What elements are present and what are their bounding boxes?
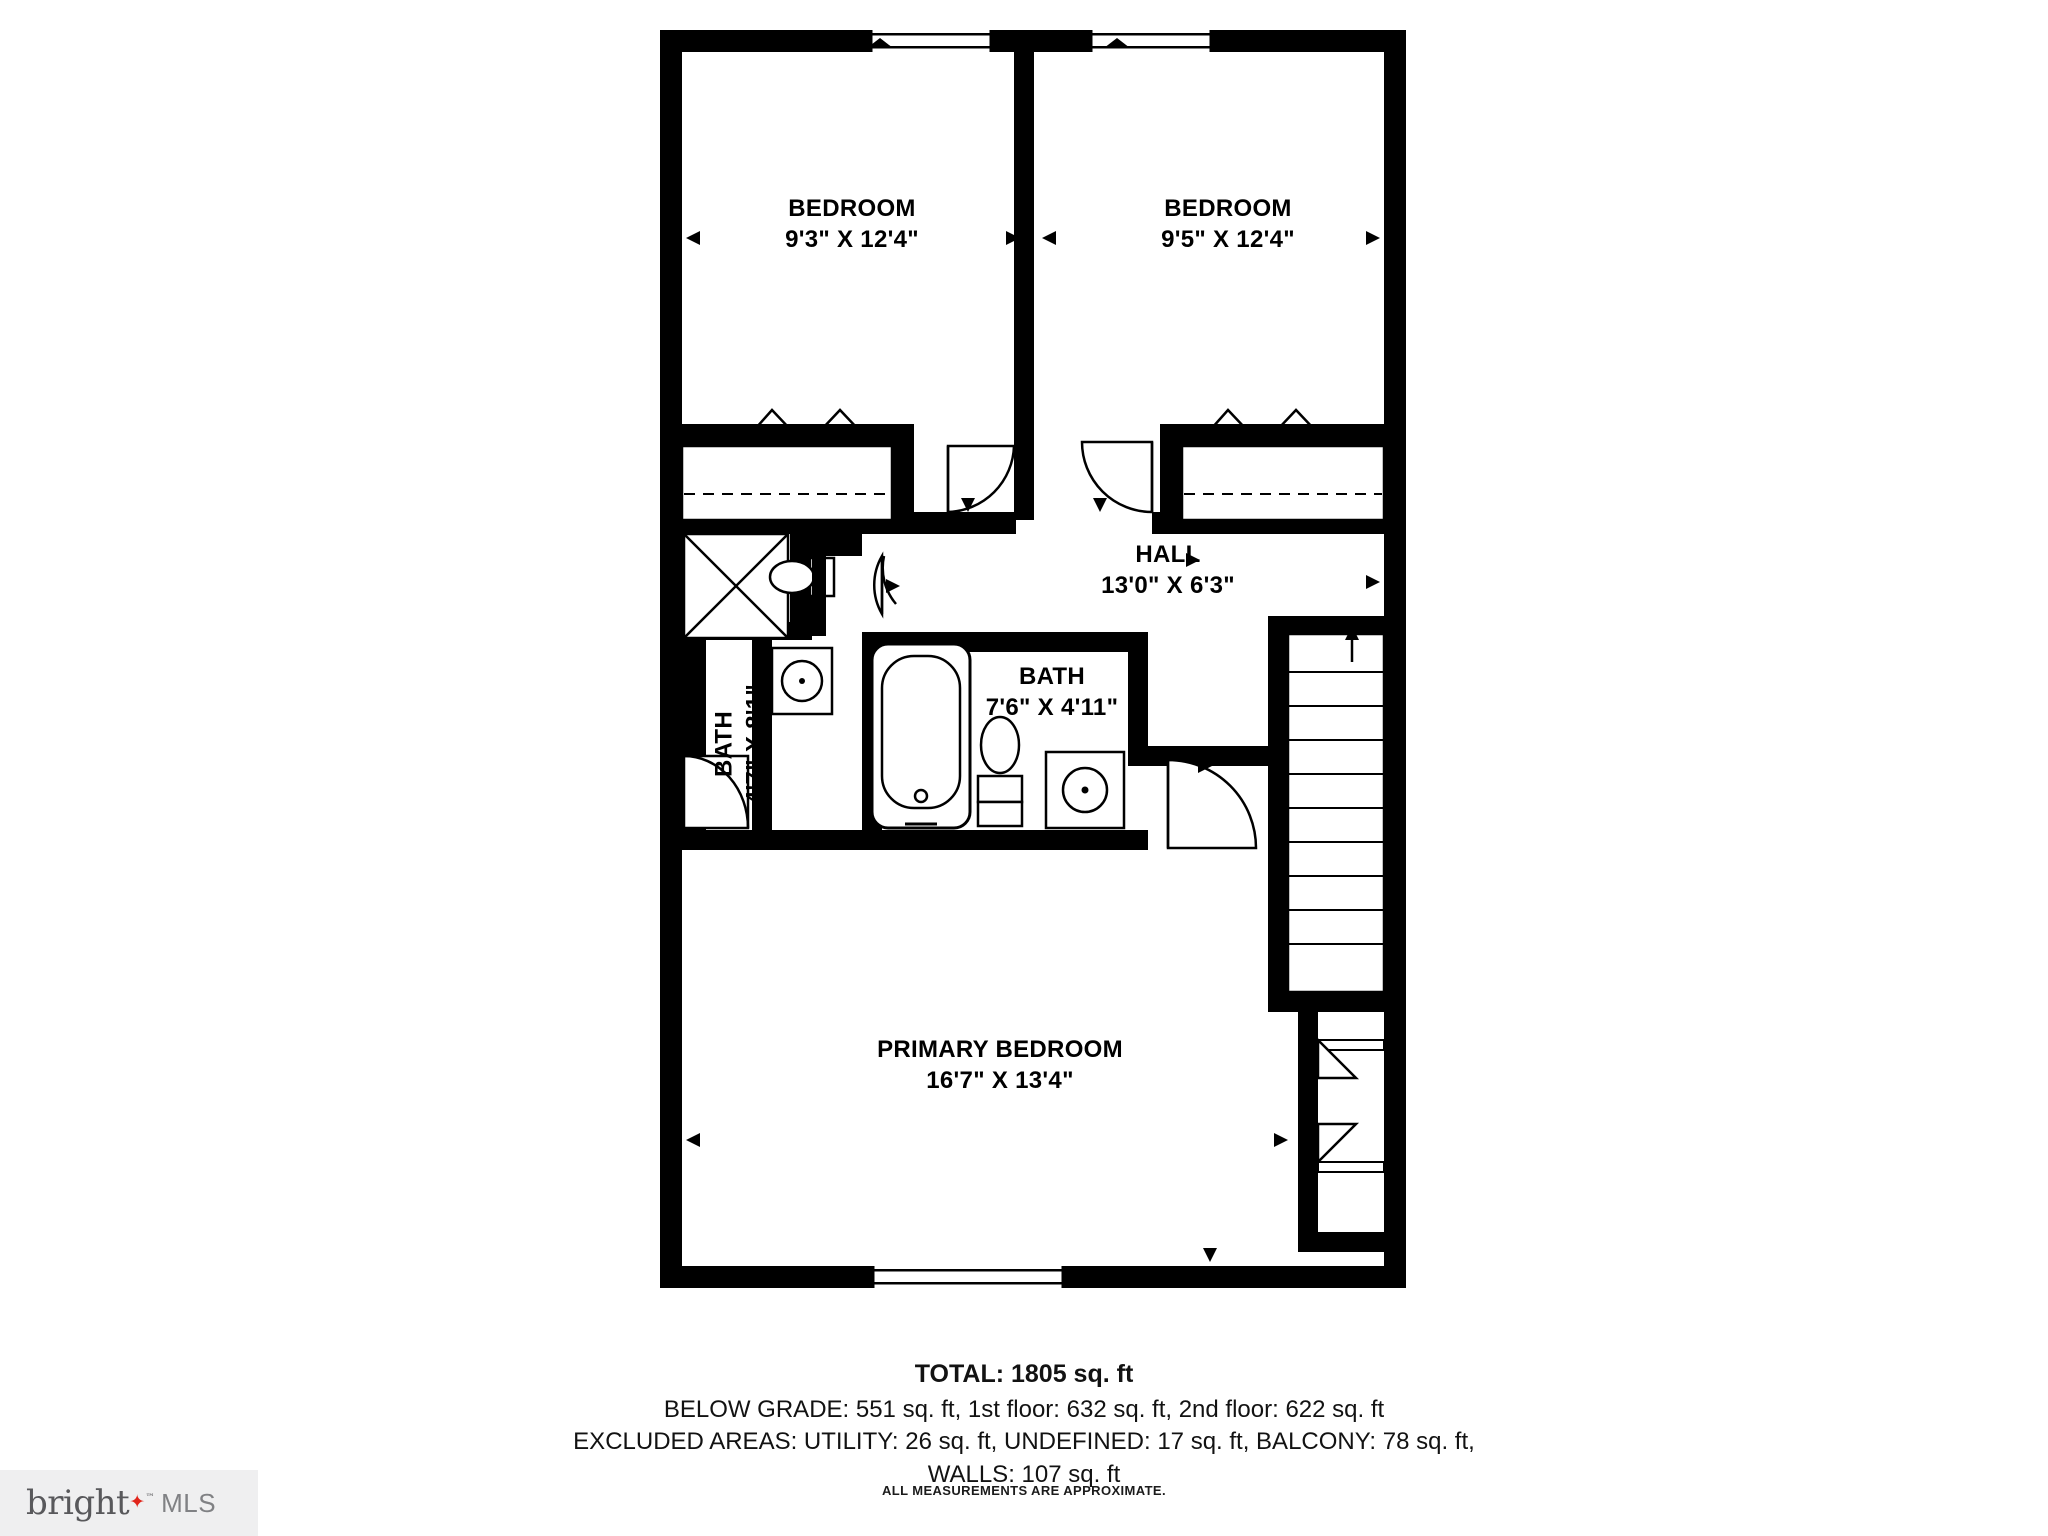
room-dims: 9'5" X 12'4" — [1161, 225, 1295, 253]
staircase — [1288, 626, 1384, 992]
closet-hall — [812, 534, 862, 636]
total-area: TOTAL: 1805 sq. ft — [914, 1360, 1134, 1388]
logo-suffix: MLS — [161, 1487, 217, 1518]
room-dims: 4'7" X 8'1" — [741, 683, 768, 805]
window-primary-bedroom-bottom — [872, 1266, 1064, 1288]
door-bath-main — [1168, 760, 1256, 848]
window-bedroom-left-top — [870, 30, 992, 52]
window-bedroom-right-top — [1090, 30, 1212, 52]
room-dims: 16'7" X 13'4" — [926, 1066, 1074, 1094]
area-breakdown-line-1: BELOW GRADE: 551 sq. ft, 1st floor: 632 sq. ft, 2nd floor: 622 sq. ft — [663, 1396, 1385, 1423]
room-name: BATH — [710, 710, 738, 778]
logo-text: bright — [26, 1483, 130, 1523]
room-name: BEDROOM — [788, 195, 916, 222]
room-dims: 9'3" X 12'4" — [785, 225, 919, 253]
room-name: PRIMARY BEDROOM — [877, 1036, 1123, 1063]
sink-main-bath — [1046, 752, 1124, 828]
trademark-symbol: ™ — [145, 1493, 155, 1503]
room-dims: 7'6" X 4'11" — [985, 693, 1119, 721]
star-icon: ✦ — [129, 1491, 145, 1513]
bright-mls-logo — [0, 1470, 258, 1536]
area-breakdown-line-3: WALLS: 107 sq. ft — [927, 1460, 1121, 1488]
door-bedroom-left — [948, 446, 1014, 512]
toilet-main-bath — [978, 717, 1022, 826]
door-bedroom-right — [1082, 442, 1152, 512]
room-label-primary-bedroom — [877, 1035, 1123, 1096]
area-breakdown-line-2: EXCLUDED AREAS: UTILITY: 26 sq. ft, UNDEFINED: 17 sq. ft, BALCONY: 78 sq. ft, — [573, 1428, 1475, 1456]
bathtub-main-bath — [872, 644, 970, 828]
room-name: HALL — [1135, 541, 1201, 568]
room-name: BEDROOM — [1164, 195, 1292, 222]
room-label-bath-main — [986, 662, 1119, 723]
room-label-bedroom-right — [1161, 194, 1295, 255]
room-label-hall — [1101, 540, 1235, 601]
logo-wordmark — [26, 1483, 153, 1523]
area-summary — [0, 1360, 2048, 1491]
room-label-bedroom-left — [785, 194, 919, 255]
measurement-disclaimer: ALL MEASUREMENTS ARE APPROXIMATE. — [881, 1483, 1167, 1498]
room-label-bath-small — [709, 684, 770, 804]
balcony-doors-primary-bedroom — [1318, 1040, 1384, 1172]
room-dims: 13'0" X 6'3" — [1101, 571, 1235, 599]
room-name: BATH — [1018, 663, 1086, 690]
sink-small-bath — [772, 648, 832, 714]
